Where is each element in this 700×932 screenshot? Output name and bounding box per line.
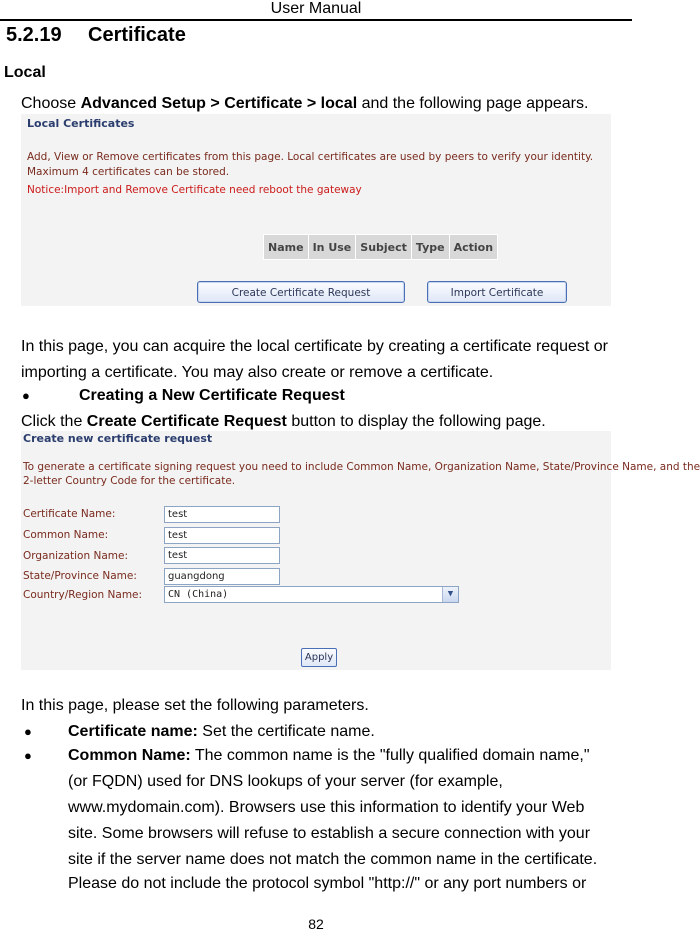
param-desc: Set the certificate name. (197, 723, 375, 740)
bullet-dot: ● (24, 724, 32, 739)
organization-name-input[interactable]: test (164, 547, 280, 564)
create-request-screenshot (21, 431, 700, 670)
section-title (6, 22, 186, 48)
param-common-name (68, 745, 590, 767)
intro-path: Advanced Setup > Certificate > local (80, 95, 358, 112)
param-term: Certificate name: (68, 723, 198, 740)
page-number: 82 (308, 916, 324, 932)
col-subject: Subject (356, 235, 412, 260)
country-region-value: CN (China) (168, 589, 229, 600)
bullet-dot: ● (24, 748, 32, 763)
country-region-label: Country/Region Name: (23, 589, 143, 601)
state-province-label: State/Province Name: (23, 570, 137, 582)
local-certificates-screenshot (21, 114, 611, 306)
state-province-input[interactable]: guangdong (164, 568, 280, 585)
para1-line1: In this page, you can acquire the local certificate by creating a certificate request or (21, 338, 608, 355)
page-header: User Manual (270, 0, 362, 17)
para1-line2: importing a certificate. You may also create or remove a certificate. (21, 364, 494, 381)
create-request-desc-2: 2-letter Country Code for the certificate. (23, 475, 236, 487)
local-certs-notice: Notice:Import and Remove Certificate need reboot the gateway (27, 184, 362, 196)
apply-button[interactable]: Apply (301, 648, 337, 667)
col-action: Action (449, 235, 497, 260)
local-certs-desc-1: Add, View or Remove certificates from this page. Local certificates are used by peers to verify your identity. (27, 151, 594, 163)
col-type: Type (411, 235, 449, 260)
import-certificate-button[interactable]: Import Certificate (427, 281, 567, 303)
country-region-select[interactable] (164, 586, 459, 603)
section-number: 5.2.19 (6, 24, 62, 46)
col-name: Name (264, 235, 309, 260)
common-name-cont-5: Please do not include the protocol symbol "http://" or any port numbers or (68, 875, 587, 892)
intro-pre: Choose (21, 95, 81, 112)
param-certificate-name (68, 721, 375, 743)
common-name-label: Common Name: (23, 529, 109, 541)
col-in-use: In Use (308, 235, 356, 260)
local-certs-title: Local Certificates (27, 117, 135, 130)
common-name-cont-2: www.mydomain.com). Browsers use this information to identify your Web (68, 799, 585, 816)
certificates-table (263, 234, 498, 260)
click-pre: Click the (21, 413, 87, 430)
create-certificate-request-button[interactable]: Create Certificate Request (197, 281, 405, 303)
create-request-title: Create new certificate request (23, 432, 213, 445)
certificate-name-input[interactable]: test (164, 506, 280, 523)
chevron-down-icon[interactable]: ▼ (442, 587, 458, 602)
bullet-heading: Creating a New Certificate Request (79, 387, 345, 404)
subsection-title: Local (4, 64, 46, 81)
para2: In this page, please set the following parameters. (21, 697, 369, 714)
common-name-cont-1: (or FQDN) used for DNS lookups of your server (for example, (68, 773, 503, 790)
local-certs-desc-2: Maximum 4 certificates can be stored. (27, 166, 230, 178)
section-title-text: Certificate (88, 24, 186, 46)
create-request-desc-1: To generate a certificate signing request you need to include Common Name, Organization Name, State/Province Name, and the (23, 461, 700, 473)
bullet-dot: ● (22, 388, 30, 403)
common-name-cont-3: site. Some browsers will refuse to establish a secure connection with your (68, 825, 591, 842)
intro-line (21, 93, 588, 115)
click-post: button to display the following page. (286, 413, 546, 430)
common-name-input[interactable]: test (164, 527, 280, 544)
click-button-name: Create Certificate Request (86, 413, 287, 430)
intro-post: and the following page appears. (357, 95, 589, 112)
header-rule (0, 19, 632, 21)
param-term: Common Name: (68, 747, 191, 764)
common-name-cont-4: site if the server name does not match the common name in the certificate. (68, 851, 598, 868)
click-line (21, 411, 546, 433)
organization-name-label: Organization Name: (23, 550, 128, 562)
certificate-name-label: Certificate Name: (23, 508, 116, 520)
param-desc: The common name is the "fully qualified domain name," (190, 747, 590, 764)
table-header-row (264, 235, 498, 260)
